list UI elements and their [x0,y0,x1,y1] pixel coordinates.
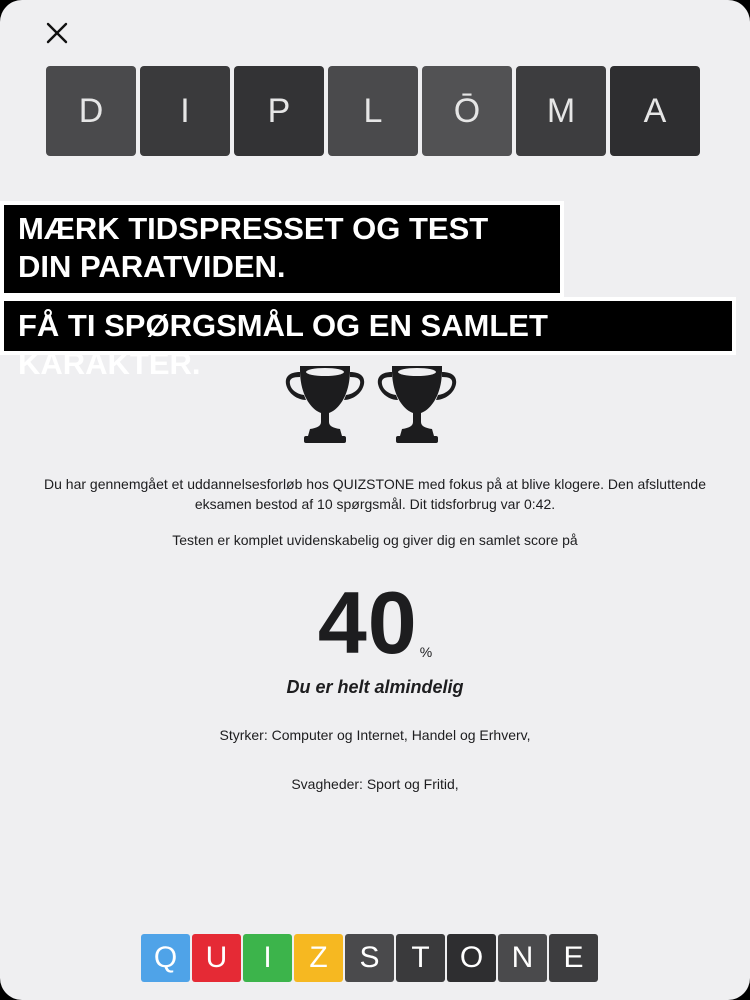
logo-tile: N [498,934,547,982]
title-tile: Ō [422,66,512,156]
quizstone-logo [141,934,598,982]
diploma-title [46,66,700,156]
title-tile: I [140,66,230,156]
caption-banner-1: MÆRK TIDSPRESSET OG TEST DIN PARATVIDEN. [4,205,560,293]
trophies [282,360,460,446]
logo-tile: S [345,934,394,982]
title-tile: P [234,66,324,156]
logo-tile: Z [294,934,343,982]
logo-tile: E [549,934,598,982]
logo-tile: I [243,934,292,982]
trophy-icon [374,360,460,446]
score-value: 40 [317,573,418,672]
close-button[interactable] [38,14,76,52]
logo-tile: U [192,934,241,982]
logo-tile: O [447,934,496,982]
strengths-text: Styrker: Computer og Internet, Handel og Erhverv, [219,727,531,743]
verdict-text: Du er helt almindelig [286,677,464,697]
result-description: Du har gennemgået et uddannelsesforløb hos QUIZSTONE med fokus på at blive klogere. Den afsluttende eksamen bestod af 10 spørgsmål. Dit tidsforbrug var 0:42. [44,476,706,512]
score-intro: Testen er komplet uvidenskabelig og giver dig en samlet score på [172,532,578,548]
trophy-icon [282,360,368,446]
logo-tile: T [396,934,445,982]
caption-banner-2: FÅ TI SPØRGSMÅL OG EN SAMLET KARAKTER. [4,301,732,351]
score-unit: % [419,644,433,660]
score-display [0,572,750,674]
title-tile: D [46,66,136,156]
logo-tile: Q [141,934,190,982]
weaknesses-text: Svagheder: Sport og Fritid, [291,776,459,792]
title-tile: M [516,66,606,156]
title-tile: L [328,66,418,156]
close-icon [46,22,68,44]
title-tile: A [610,66,700,156]
